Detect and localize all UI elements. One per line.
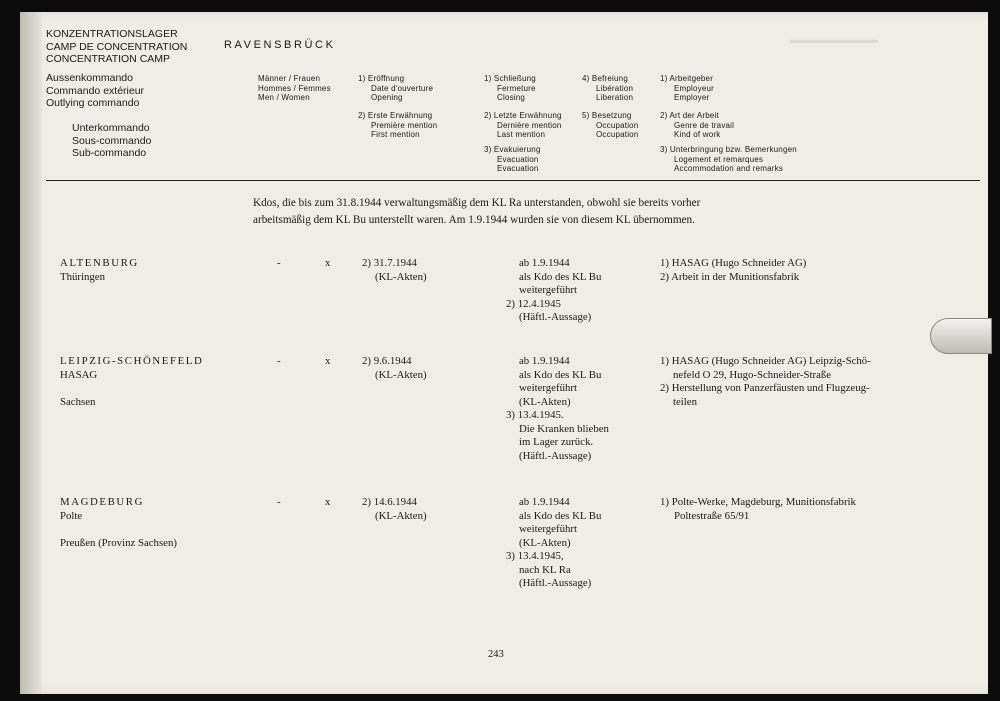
legend-line: Fermeture bbox=[497, 83, 536, 93]
legend-evacuation bbox=[484, 145, 541, 174]
entry-region bbox=[60, 523, 177, 537]
work-cell bbox=[660, 496, 856, 523]
legend-line: 5) Besetzung bbox=[582, 111, 632, 120]
legend-line: First mention bbox=[371, 130, 420, 140]
entry-title: MAGDEBURG bbox=[60, 496, 144, 508]
unterkommando-fr: Sous-commando bbox=[72, 134, 152, 147]
legend-line: 1) Eröffnung bbox=[358, 74, 405, 83]
cell-line: nach KL Ra bbox=[519, 563, 571, 576]
cell-line: 3) 13.4.1945. bbox=[506, 409, 564, 421]
kommando-en: Outlying commando bbox=[46, 97, 140, 109]
legend-line: 2) Letzte Erwähnung bbox=[484, 111, 562, 120]
cell-line: als Kdo des KL Bu bbox=[519, 270, 602, 283]
legend-line: Dernière mention bbox=[497, 120, 562, 130]
legend-line: Date d'ouverture bbox=[371, 83, 434, 93]
cell-line: teilen bbox=[673, 395, 697, 408]
legend-line: Last mention bbox=[497, 130, 546, 140]
cell-line: 2) Herstellung von Panzerfäusten und Flugzeug- bbox=[660, 382, 870, 394]
opening-cell bbox=[362, 257, 427, 284]
entry-region: Polte bbox=[60, 509, 83, 522]
cell-line: (KL-Akten) bbox=[375, 509, 427, 522]
entry-name bbox=[60, 355, 203, 409]
opening-cell bbox=[362, 355, 427, 382]
page-tab bbox=[930, 318, 992, 354]
entry-title: ALTENBURG bbox=[60, 257, 139, 269]
legend-line: Première mention bbox=[371, 120, 438, 130]
cell-line: ab 1.9.1944 bbox=[519, 496, 570, 508]
cell-line: (KL-Akten) bbox=[519, 536, 571, 549]
cell-line: nefeld O 29, Hugo-Schneider-Straße bbox=[673, 368, 832, 381]
cell-line: 3) 13.4.1945, bbox=[506, 550, 564, 562]
legend-first-mention bbox=[358, 111, 437, 140]
book-spine bbox=[20, 12, 42, 694]
legend-line: 3) Evakuierung bbox=[484, 145, 541, 154]
cell-line: (Häftl.-Aussage) bbox=[519, 577, 592, 589]
book-page bbox=[20, 12, 988, 694]
cell-line: 2) 14.6.1944 bbox=[362, 496, 417, 508]
intro-line: Kdos, die bis zum 31.8.1944 verwaltungsmäßig dem KL Ra unterstanden, obwohl sie bereits vorher bbox=[253, 197, 701, 209]
kommando-label bbox=[46, 72, 144, 110]
women-marker: x bbox=[325, 496, 331, 508]
work-cell bbox=[660, 355, 871, 409]
legend-line: 4) Befreiung bbox=[582, 74, 628, 83]
cell-line: 1) HASAG (Hugo Schneider AG) bbox=[660, 257, 807, 269]
page-number: 243 bbox=[488, 649, 504, 660]
camp-type-label bbox=[46, 28, 187, 66]
cell-line: Poltestraße 65/91 bbox=[674, 509, 750, 522]
men-marker: - bbox=[277, 496, 281, 508]
legend-line: Occupation bbox=[596, 120, 639, 130]
men-marker: - bbox=[277, 355, 281, 367]
entry-region: Preußen (Provinz Sachsen) bbox=[60, 536, 177, 549]
work-cell bbox=[660, 257, 806, 284]
cell-line: als Kdo des KL Bu bbox=[519, 368, 602, 381]
kommando-de: Aussenkommando bbox=[46, 72, 133, 84]
cell-line: weitergeführt bbox=[519, 523, 577, 535]
legend-last-mention bbox=[484, 111, 562, 140]
entry-title: LEIPZIG-SCHÖNEFELD bbox=[60, 355, 204, 367]
closing-cell bbox=[506, 257, 601, 325]
legend-line: Occupation bbox=[596, 130, 639, 140]
legend-line: 1) Schließung bbox=[484, 74, 536, 83]
cell-line: (Häftl.-Aussage) bbox=[519, 449, 592, 462]
men-marker: - bbox=[277, 257, 281, 269]
legend-line: Hommes / Femmes bbox=[258, 83, 331, 93]
legend-opening bbox=[358, 74, 433, 103]
legend-line: Evacuation bbox=[497, 154, 539, 164]
legend-line: Employer bbox=[674, 93, 710, 103]
women-marker: x bbox=[325, 355, 331, 367]
cell-line: weitergeführt bbox=[519, 382, 577, 394]
cell-line: 1) HASAG (Hugo Schneider AG) Leipzig-Schö- bbox=[660, 355, 871, 367]
entry-region: Thüringen bbox=[60, 270, 105, 283]
bleed-through: ▬▬▬▬▬▬▬▬ bbox=[790, 34, 878, 46]
cell-line: im Lager zurück. bbox=[519, 436, 594, 448]
closing-cell bbox=[506, 355, 609, 463]
legend-employer bbox=[660, 74, 714, 103]
legend-line: Liberation bbox=[596, 93, 634, 103]
camp-label-en: CONCENTRATION CAMP bbox=[46, 53, 171, 65]
legend-line: 3) Unterbringung bzw. Bemerkungen bbox=[660, 145, 797, 154]
camp-label-fr: CAMP DE CONCENTRATION bbox=[46, 40, 188, 53]
legend-line: 1) Arbeitgeber bbox=[660, 74, 714, 83]
camp-label-de: KONZENTRATIONSLAGER bbox=[46, 28, 178, 40]
legend-closing bbox=[484, 74, 536, 103]
cell-line: (KL-Akten) bbox=[519, 395, 571, 408]
legend-line: Kind of work bbox=[674, 130, 721, 140]
legend-liberation bbox=[582, 74, 633, 103]
intro-text bbox=[253, 195, 700, 229]
cell-line: ab 1.9.1944 bbox=[519, 257, 570, 269]
entry-region: HASAG bbox=[60, 368, 98, 381]
cell-line: ab 1.9.1944 bbox=[519, 355, 570, 367]
entry-region bbox=[60, 382, 203, 396]
opening-cell bbox=[362, 496, 427, 523]
cell-line: Die Kranken blieben bbox=[519, 422, 609, 435]
header-divider bbox=[46, 180, 980, 181]
legend-line: Libération bbox=[596, 83, 634, 93]
legend-line: Logement et remarques bbox=[674, 154, 764, 164]
legend-line: Männer / Frauen bbox=[258, 74, 321, 83]
cell-line: weitergeführt bbox=[519, 284, 577, 296]
legend-line: Opening bbox=[371, 93, 403, 103]
legend-line: Evacuation bbox=[497, 164, 539, 174]
cell-line: (KL-Akten) bbox=[375, 368, 427, 381]
cell-line: 2) 9.6.1944 bbox=[362, 355, 412, 367]
cell-line: 1) Polte-Werke, Magdeburg, Munitionsfabrik bbox=[660, 496, 856, 508]
legend-line: Employeur bbox=[674, 83, 715, 93]
camp-name: RAVENSBRÜCK bbox=[224, 39, 336, 51]
legend-line: Closing bbox=[497, 93, 526, 103]
cell-line: 2) 12.4.1945 bbox=[506, 297, 561, 310]
cell-line: 2) 31.7.1944 bbox=[362, 257, 417, 269]
intro-line: arbeitsmäßig dem KL Bu unterstellt waren. Am 1.9.1944 wurden sie von diesem KL übernommen. bbox=[253, 214, 695, 226]
cell-line: (KL-Akten) bbox=[375, 270, 427, 283]
legend-kind-of-work bbox=[660, 111, 734, 140]
unterkommando-label bbox=[72, 122, 151, 160]
cell-line: (Häftl.-Aussage) bbox=[519, 311, 592, 323]
legend-line: 2) Art der Arbeit bbox=[660, 111, 719, 120]
legend-line: Accommodation and remarks bbox=[674, 164, 784, 174]
legend-line: Genre de travail bbox=[674, 120, 735, 130]
closing-cell bbox=[506, 496, 601, 591]
entry-name bbox=[60, 496, 177, 550]
legend-line: Men / Women bbox=[258, 93, 310, 103]
entry-name bbox=[60, 257, 139, 284]
unterkommando-en: Sub-commando bbox=[72, 147, 147, 159]
cell-line: als Kdo des KL Bu bbox=[519, 509, 602, 522]
kommando-fr: Commando extérieur bbox=[46, 84, 145, 97]
unterkommando-de: Unterkommando bbox=[72, 122, 150, 134]
legend-gender bbox=[258, 74, 331, 103]
women-marker: x bbox=[325, 257, 331, 269]
entry-region: Sachsen bbox=[60, 395, 96, 408]
legend-line: 2) Erste Erwähnung bbox=[358, 111, 433, 120]
cell-line: 2) Arbeit in der Munitionsfabrik bbox=[660, 270, 800, 283]
legend-occupation bbox=[582, 111, 638, 140]
legend-accommodation bbox=[660, 145, 797, 174]
